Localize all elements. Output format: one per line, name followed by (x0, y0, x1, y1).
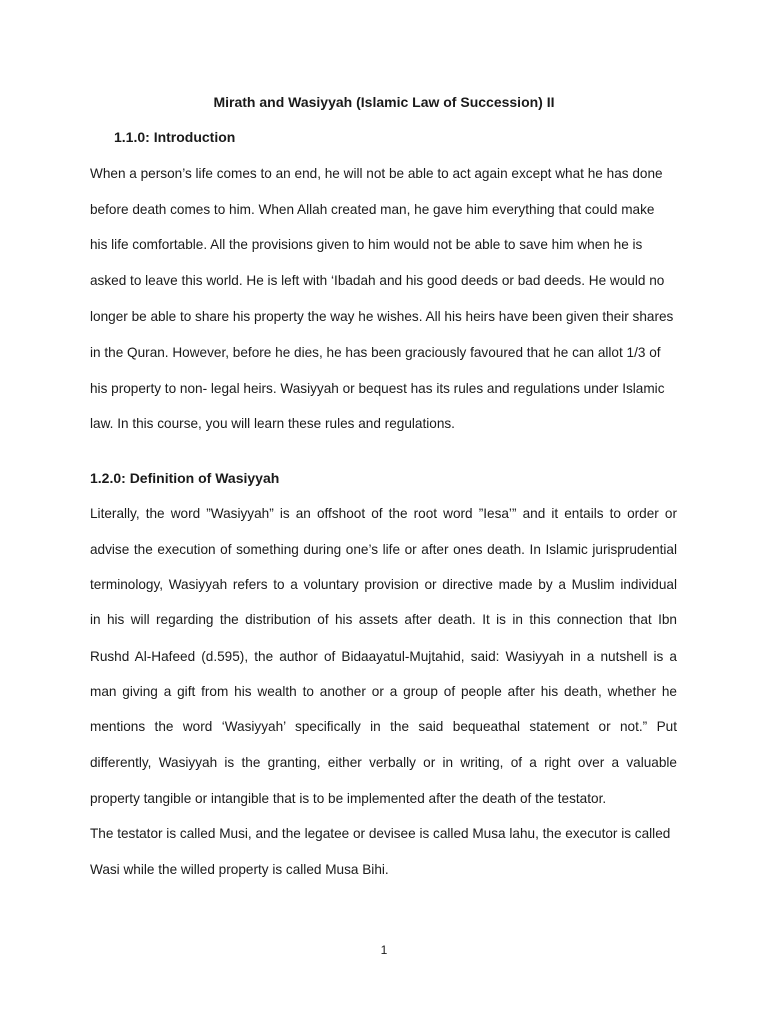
paragraph-line: differently, Wasiyyah is the granting, either verbally or in writing, of a right over a valuable (90, 755, 677, 770)
section-heading-introduction: 1.1.0: Introduction (114, 129, 236, 145)
paragraph-line: Literally, the word ”Wasiyyah” is an offshoot of the root word ”Iesa’” and it entails to order or (90, 506, 677, 521)
paragraph-line: The testator is called Musi, and the legatee or devisee is called Musa lahu, the executor is called (90, 826, 671, 841)
paragraph-line: in his will regarding the distribution of his assets after death. It is in this connection that Ibn (90, 612, 677, 627)
paragraph-line: property tangible or intangible that is to be implemented after the death of the testator. (90, 791, 607, 806)
paragraph-line: in the Quran. However, before he dies, he has been graciously favoured that he can allot 1/3 of (90, 345, 661, 360)
paragraph-line: mentions the word ‘Wasiyyah’ specifically in the said bequeathal statement or not.” Put (90, 719, 677, 734)
paragraph-line: asked to leave this world. He is left with ‘Ibadah and his good deeds or bad deeds. He would no (90, 273, 665, 288)
paragraph-line: advise the execution of something during one’s life or after ones death. In Islamic jurisprudential (90, 542, 677, 557)
paragraph-line: his property to non- legal heirs. Wasiyyah or bequest has its rules and regulations under Islamic (90, 381, 665, 396)
paragraph-line: man giving a gift from his wealth to another or a group of people after his death, whether he (90, 684, 677, 699)
page-number: 1 (380, 943, 388, 957)
paragraph-line: before death comes to him. When Allah created man, he gave him everything that could make (90, 202, 655, 217)
paragraph-line: Wasi while the willed property is called Musa Bihi. (90, 862, 389, 877)
paragraph-line: terminology, Wasiyyah refers to a voluntary provision or directive made by a Muslim individual (90, 577, 677, 592)
paragraph-line: his life comfortable. All the provisions given to him would not be able to save him when he is (90, 237, 643, 252)
paragraph-line: When a person’s life comes to an end, he will not be able to act again except what he has done (90, 166, 663, 181)
section-heading-definition: 1.2.0: Definition of Wasiyyah (90, 470, 280, 486)
paragraph-line: Rushd Al-Hafeed (d.595), the author of Bidaayatul-Mujtahid, said: Wasiyyah in a nutshell is a (90, 649, 677, 664)
paragraph-line: law. In this course, you will learn these rules and regulations. (90, 416, 455, 431)
document-title: Mirath and Wasiyyah (Islamic Law of Succession) II (213, 94, 555, 110)
paragraph-line: longer be able to share his property the way he wishes. All his heirs have been given their shares (90, 309, 674, 324)
